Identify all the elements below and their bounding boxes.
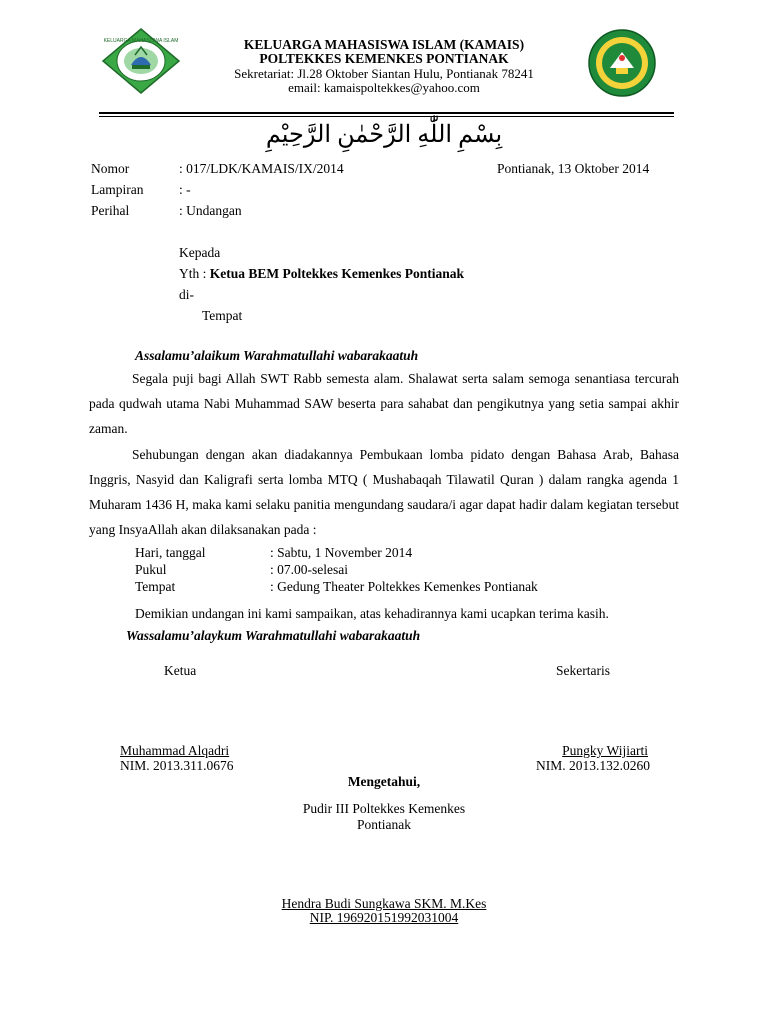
right-role: Sekertaris xyxy=(556,663,610,678)
header-divider-thin xyxy=(99,116,674,117)
lampiran-label: Lampiran xyxy=(91,182,144,197)
detail-value-place: : Gedung Theater Poltekkes Kemenkes Pontianak xyxy=(270,579,538,594)
letter-date: Pontianak, 13 Oktober 2014 xyxy=(497,161,650,176)
institution-name: POLTEKKES KEMENKES PONTIANAK xyxy=(259,51,509,66)
perihal-label: Perihal xyxy=(91,203,130,218)
header-divider-thick xyxy=(99,112,674,114)
paragraph-1 xyxy=(89,366,679,441)
paragraph-2-text: Sehubungan dengan akan diadakannya Pembukaan lomba pidato dengan Bahasa Arab, Bahasa Inggris, Nasyid dan Kaligrafi serta lomba MTQ ( Mushabaqah Tilawatil Quran ) dalam rangka agenda 1 Muharam 1436 H, maka kami selaku panitia mengundang saudara/i agar dapat hadir dalam kegiatan tersebut yang InsyaAllah akan dilaksanakan pada : xyxy=(89,447,679,537)
perihal-value: : Undangan xyxy=(179,203,242,218)
nomor-value: : 017/LDK/KAMAIS/IX/2014 xyxy=(179,161,344,176)
nomor-label: Nomor xyxy=(91,161,130,176)
paragraph-1-text: Segala puji bagi Allah SWT Rabb semesta alam. Shalawat serta salam semoga senantiasa tercurah pada qudwah utama Nabi Muhammad SAW beserta para sahabat dan pengikutnya yang setia sampai akhir zaman. xyxy=(89,371,679,436)
farewell: Wassalamu’alaykum Warahmatullahi wabarakaatuh xyxy=(126,628,421,643)
left-signer-nim: NIM. 2013.311.0676 xyxy=(120,758,234,773)
detail-value-date: : Sabtu, 1 November 2014 xyxy=(270,545,413,560)
recipient-line xyxy=(179,266,464,282)
kepada: Kepada xyxy=(179,245,221,260)
pudir-name: Hendra Budi Sungkawa SKM. M.Kes xyxy=(281,896,487,911)
detail-label-time: Pukul xyxy=(135,562,167,577)
paragraph-2 xyxy=(89,442,679,542)
closing: Demikian undangan ini kami sampaikan, atas kehadirannya kami ucapkan terima kasih. xyxy=(135,606,609,621)
detail-label-date: Hari, tanggal xyxy=(135,545,206,560)
lampiran-value: : - xyxy=(179,182,191,197)
basmalah: بِسْمِ اللّٰهِ الرَّحْمٰنِ الرَّحِيْمِ xyxy=(265,122,503,148)
di: di- xyxy=(179,287,194,302)
pudir-title-line2: Pontianak xyxy=(357,817,411,832)
right-signer-nim: NIM. 2013.132.0260 xyxy=(536,758,650,773)
acknowledged: Mengetahui, xyxy=(347,774,421,789)
pudir-title-line1: Pudir III Poltekkes Kemenkes xyxy=(302,801,466,816)
yth-prefix: Yth : xyxy=(179,266,210,281)
address: Sekretariat: Jl.28 Oktober Siantan Hulu, Pontianak 78241 xyxy=(234,66,534,81)
recipient-name: Ketua BEM Poltekkes Kemenkes Pontianak xyxy=(209,266,465,281)
org-name: KELUARGA MAHASISWA ISLAM (KAMAIS) xyxy=(243,37,525,52)
detail-value-time: : 07.00-selesai xyxy=(270,562,348,577)
left-role: Ketua xyxy=(164,663,197,678)
right-signer-name: Pungky Wijiarti xyxy=(562,743,648,758)
detail-label-place: Tempat xyxy=(135,579,176,594)
pudir-nip: NIP. 196920151992031004 xyxy=(309,910,459,925)
greeting: Assalamu’alaikum Warahmatullahi wabarakaatuh xyxy=(135,348,419,363)
left-signer-name: Muhammad Alqadri xyxy=(120,743,230,758)
tempat: Tempat xyxy=(202,308,243,323)
email: email: kamaispoltekkes@yahoo.com xyxy=(288,80,480,95)
kamais-logo-text: KELUARGA MAHASISWA ISLAM xyxy=(103,38,179,44)
